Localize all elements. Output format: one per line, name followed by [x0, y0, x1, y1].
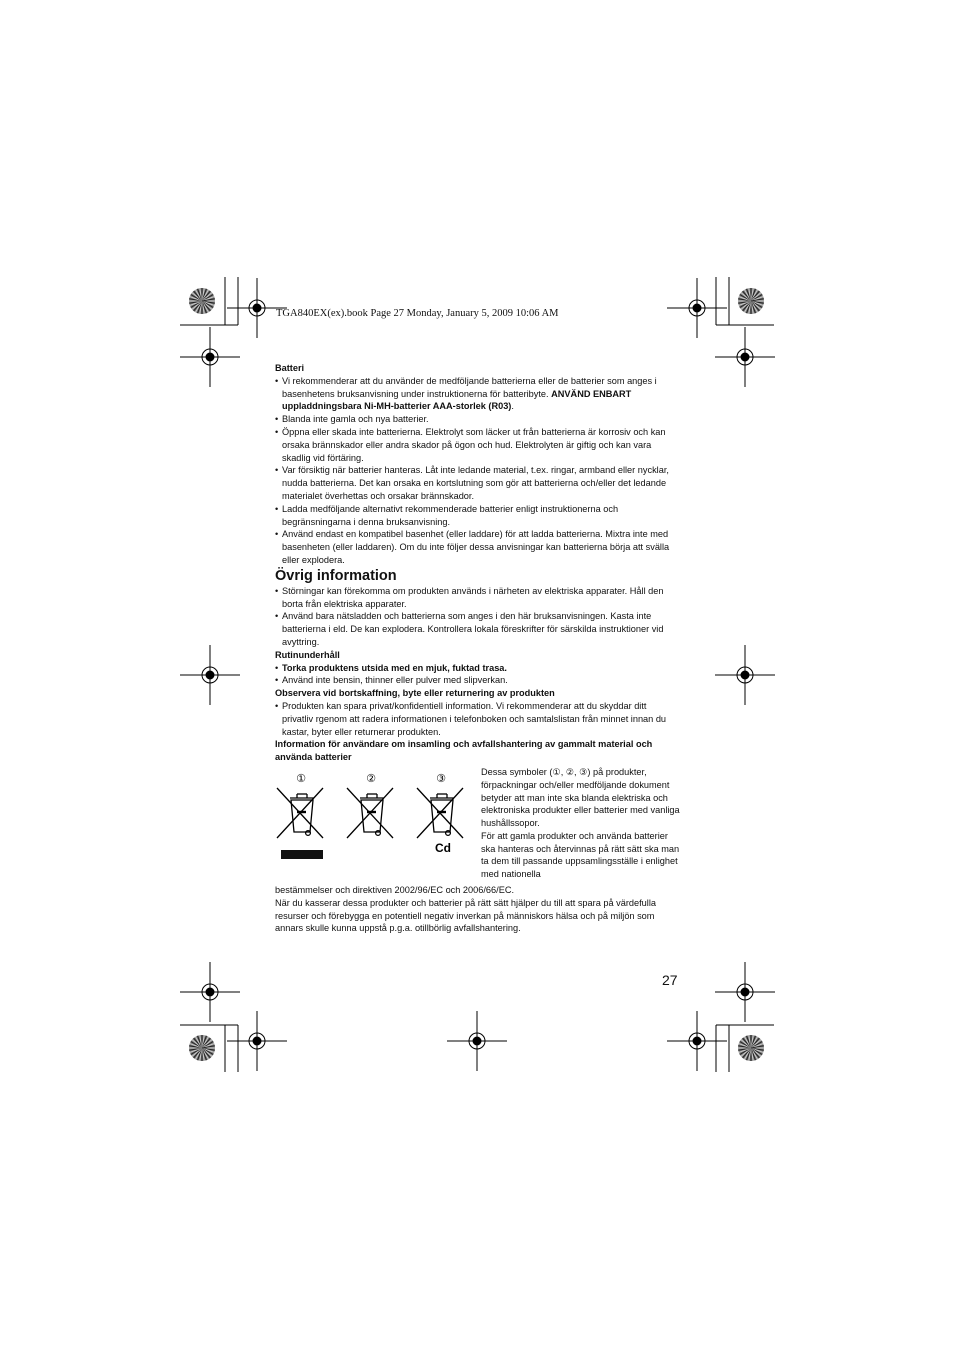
registration-mark-icon	[447, 1011, 507, 1071]
registration-mark-icon	[180, 962, 240, 1022]
crossed-bin-icon	[417, 788, 463, 838]
registration-mark-icon	[667, 1011, 727, 1071]
symbol-label-1: ①	[296, 771, 306, 785]
list-item: • Störningar kan förekomma om produkten används i närheten av elektriska apparater. Håll den borta från elektriska apparater.	[275, 585, 679, 611]
crossed-bin-icon	[277, 788, 323, 838]
star-target-icon	[189, 288, 215, 314]
print-header: TGA840EX(ex).book Page 27 Monday, January 5, 2009 10:06 AM	[276, 308, 559, 319]
symbol-label-2: ②	[366, 771, 376, 785]
page-number: 27	[662, 972, 678, 988]
maintenance-list	[275, 662, 679, 688]
page-content	[275, 362, 679, 935]
registration-mark-icon	[715, 645, 775, 705]
list-item: • Öppna eller skada inte batterierna. Elektrolyt som läcker ut från batterierna är korrosiv och kan orsaka brännskador eller andra skador på ögon och hud. Elektrolyten är giftig och kan vara skadlig vid förtäring.	[275, 426, 679, 464]
list-item: • Var försiktig när batterier hanteras. Låt inte ledande material, t.ex. ringar, armband eller nycklar, nudda batterierna. Det kan orsaka en kortslutning som gör att batterierna och/eller det ledande materialet överhettas och orsakar brännskador.	[275, 464, 679, 502]
weee-continuation: bestämmelser och direktiven 2002/96/EC och 2006/66/EC.	[275, 884, 515, 895]
other-info-list	[275, 585, 679, 649]
star-target-icon	[738, 288, 764, 314]
weee-symbols	[275, 766, 475, 884]
disposal-list	[275, 700, 679, 738]
black-bar	[281, 850, 323, 859]
list-item: • Ladda medföljande alternativt rekommenderade batterier enligt instruktionerna och begränsningarna i denna bruksanvisning.	[275, 503, 679, 529]
crossed-bin-icon	[347, 788, 393, 838]
battery-list	[275, 375, 679, 567]
list-item: • Produkten kan spara privat/konfidentiell information. Vi rekommenderar att du skyddar ditt privatliv rgenom att radera informationen i telefonboken och samtalslistan från minnet innan du kastar, byter eller returnerar produkten.	[275, 700, 679, 738]
registration-mark-icon	[180, 645, 240, 705]
registration-mark-icon	[227, 1011, 287, 1071]
disposal-heading: Observera vid bortskaffning, byte eller returnering av produkten	[275, 688, 555, 699]
star-target-icon	[189, 1035, 215, 1061]
weee-description: Dessa symboler (①, ②, ③) på produkter, förpackningar och/eller medföljande dokument betyder att man inte ska blanda elektriska och elektroniska produkter eller batterier med vanliga hushållssopor. För att gamla produkter och använda batterier ska hanteras och återvinnas på rätt sätt ska man ta dem till passande uppsamlingsställe i enlighet med nationella	[481, 766, 680, 880]
registration-mark-icon	[180, 327, 240, 387]
battery-heading: Batteri	[275, 363, 305, 373]
list-item: • Blanda inte gamla och nya batterier.	[275, 413, 679, 426]
list-item: • Använd endast en kompatibel basenhet (eller laddare) för att ladda batterierna. Mixtra inte med basenheten (eller laddaren). Om du inte följer dessa anvisningar kan batterierna börja att svälla eller explodera.	[275, 528, 679, 566]
star-target-icon	[738, 1035, 764, 1061]
registration-mark-icon	[667, 278, 727, 338]
weee-heading: Information för användare om insamling och avfallshantering av gammalt material och använda batterier	[275, 739, 653, 763]
other-info-heading: Övrig information	[275, 567, 397, 584]
list-item: • Använd inte bensin, thinner eller pulver med slipverkan.	[275, 674, 679, 687]
registration-mark-icon	[715, 327, 775, 387]
weee-closing: När du kasserar dessa produkter och batterier på rätt sätt hjälper du till att spara på värdefulla resurser och förebygga en potentiell negativ inverkan på människors hälsa och på miljön som annars skulle kunna uppstå p.g.a. otillbörlig avfallshantering.	[275, 897, 656, 934]
list-item: • Vi rekommenderar att du använder de medföljande batterierna eller de batterier som anges i basenhetens bruksanvisning under instruktionerna för batteribyte. ANVÄND ENBART uppladdningsbara Ni-MH-batterier AAA-storlek (R03).	[275, 375, 679, 413]
registration-mark-icon	[715, 962, 775, 1022]
list-item: • Använd bara nätsladden och batterierna som anges i den här bruksanvisningen. Kasta inte batterierna i eld. De kan explodera. Kontrollera lokala föreskrifter för särskilda instruktioner vid avyttring.	[275, 610, 679, 648]
symbol-label-3: ③	[436, 771, 446, 785]
cd-label: Cd	[435, 840, 451, 855]
maintenance-heading: Rutinunderhåll	[275, 649, 340, 660]
list-item: • Torka produktens utsida med en mjuk, fuktad trasa.	[275, 662, 679, 675]
weee-block	[275, 766, 679, 884]
